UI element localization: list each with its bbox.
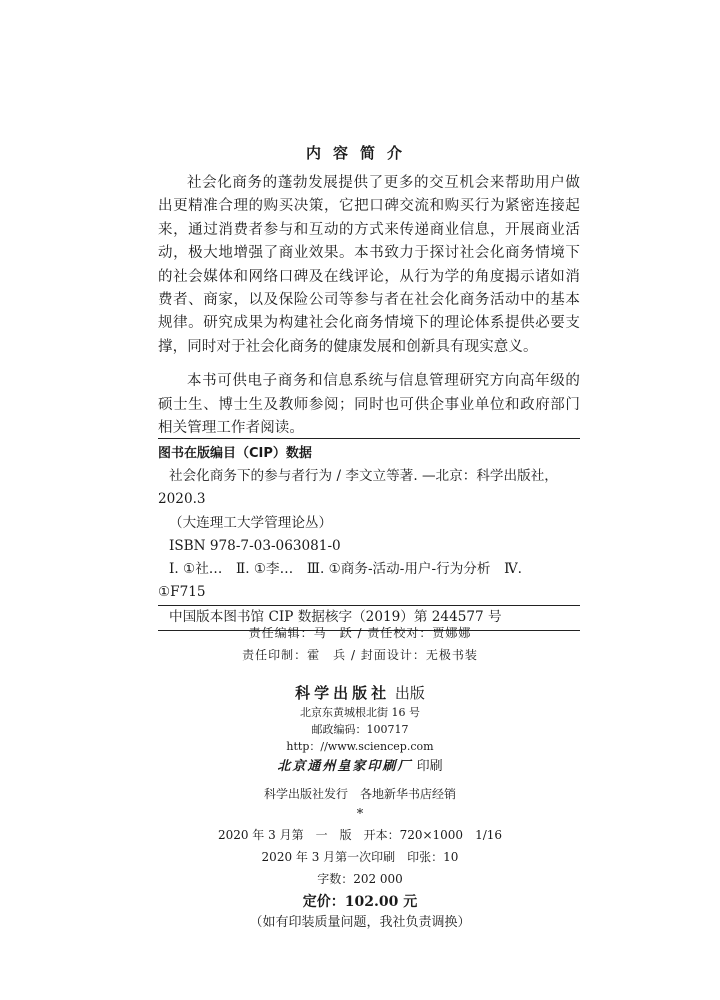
cip-heading: 图书在版编目（CIP）数据 [158,446,312,461]
printing-line: 2020 年 3 月第一次印刷 印张：10 [261,850,459,864]
publisher-line [0,682,720,704]
publisher-address: 北京东黄城根北街 16 号 [300,706,420,719]
cip-line: ISBN 978-7-03-063081-0 [169,537,341,554]
imprint-block [0,682,720,933]
cip-line: ①F715 [158,584,206,601]
staff-credits [0,622,720,666]
quality-notice: （如有印装质量问题，我社负责调换） [249,915,471,930]
cip-line: 2020.3 [158,491,206,508]
intro-title: 内容简介 [305,144,414,162]
intro-paragraph: 社会化商务的蓬勃发展提供了更多的交互机会来帮助用户做出更精准合理的购买决策，它把口碑交流和购买行为紧密连接起来，通过消费者参与和互动的方式来传递商业信息，开展商业活动，极大地增强了商业效果。本书致力于探讨社会化商务情境下的社会媒体和网络口碑及在线评论，从行为学的角度揭示诸如消费者、商家，以及保险公司等参与者在社会化商务活动中的基本规律。研究成果为构建社会化商务情境下的理论体系提供必要支撑，同时对于社会化商务的健康发展和创新具有现实意义。 [158,175,580,355]
intro-paragraph: 本书可供电子商务和信息系统与信息管理研究方向高年级的硕士生、博士生及教师参阅；同时也可供企事业单位和政府部门相关管理工作者阅读。 [158,373,580,437]
staff-line: 责任编辑：马 跃 / 责任校对：贾娜娜 [248,626,472,640]
edition-line: 2020 年 3 月第 一 版 开本：720×1000 1/16 [217,828,503,842]
printer-suffix: 印刷 [416,759,443,774]
cip-line: （大连理工大学管理论丛） [169,514,333,531]
cip-block [158,438,580,631]
publisher-postcode: 邮政编码：100717 [311,723,409,736]
cip-line: 社会化商务下的参与者行为 / 李文立等著. —北京：科学出版社， [169,468,558,485]
cip-line: Ⅰ. ①社… Ⅱ. ①李… Ⅲ. ①商务-活动-用户-行为分析 Ⅳ. [169,561,522,578]
cip-lines [158,439,580,605]
distribution-line: 科学出版社发行 各地新华书店经销 [263,787,456,801]
printer-line [0,756,720,778]
price: 定价：102.00 元 [302,894,418,910]
printer-name: 北京通州皇家印刷厂 [277,759,413,774]
cip-record-number: 中国版本图书馆 CIP 数据核字（2019）第 244577 号 [169,609,502,626]
publisher-name: 科学出版社 [295,684,391,702]
staff-line: 责任印制：霍 兵 / 封面设计：无极书装 [242,648,478,662]
publisher-suffix: 出版 [394,684,425,702]
word-count: 字数：202 000 [317,872,403,886]
publisher-website: http：//www.sciencep.com [286,740,434,753]
intro-section [158,172,580,440]
separator-star: * [356,807,364,822]
